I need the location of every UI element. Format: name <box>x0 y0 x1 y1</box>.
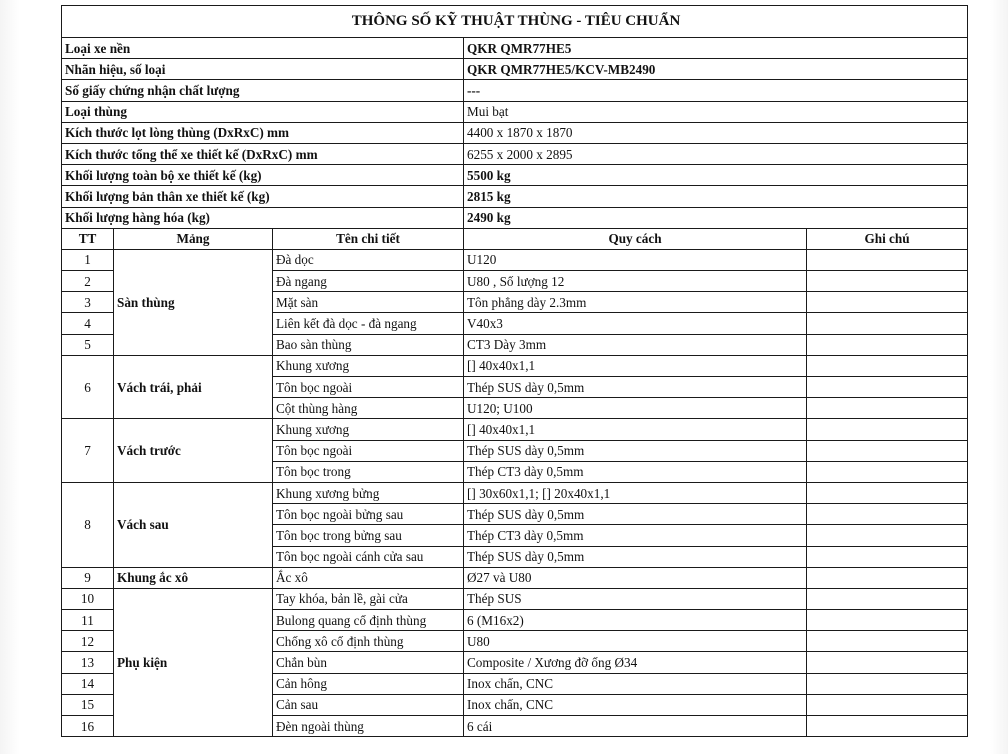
part-note <box>807 567 968 588</box>
spec-label: Kích thước lọt lòng thùng (DxRxC) mm <box>62 122 464 143</box>
part-note <box>807 525 968 546</box>
part-note <box>807 461 968 482</box>
part-name: Tôn bọc ngoài <box>273 377 464 398</box>
part-name: Liên kết đà dọc - đà ngang <box>273 313 464 334</box>
group-name: Vách trước <box>114 419 273 483</box>
table-row <box>62 567 968 588</box>
column-header-ten: Tên chi tiết <box>273 228 464 249</box>
spec-value: --- <box>464 80 968 101</box>
part-note <box>807 482 968 503</box>
row-number: 14 <box>62 673 114 694</box>
title-row <box>62 6 968 38</box>
column-header-tt: TT <box>62 228 114 249</box>
part-name: Chống xô cố định thùng <box>273 631 464 652</box>
part-spec: Thép SUS <box>464 588 807 609</box>
spec-row <box>62 165 968 186</box>
row-number: 7 <box>62 419 114 483</box>
part-name: Tôn bọc ngoài <box>273 440 464 461</box>
part-spec: Tôn phẳng dày 2.3mm <box>464 292 807 313</box>
group-name: Phụ kiện <box>114 588 273 736</box>
part-name: Cản sau <box>273 694 464 715</box>
part-spec: 6 (M16x2) <box>464 610 807 631</box>
part-spec: V40x3 <box>464 313 807 334</box>
spec-row <box>62 80 968 101</box>
part-note <box>807 292 968 313</box>
part-name: Đà ngang <box>273 271 464 292</box>
row-number: 15 <box>62 694 114 715</box>
part-spec: Composite / Xương đỡ ống Ø34 <box>464 652 807 673</box>
group-name: Khung ắc xô <box>114 567 273 588</box>
part-note <box>807 355 968 376</box>
part-name: Bao sàn thùng <box>273 334 464 355</box>
part-note <box>807 377 968 398</box>
spec-row <box>62 122 968 143</box>
part-name: Cột thùng hàng <box>273 398 464 419</box>
group-name: Vách sau <box>114 482 273 567</box>
row-number: 2 <box>62 271 114 292</box>
part-name: Tôn bọc ngoài bửng sau <box>273 504 464 525</box>
part-note <box>807 652 968 673</box>
row-number: 9 <box>62 567 114 588</box>
part-spec: [] 40x40x1,1 <box>464 419 807 440</box>
part-note <box>807 716 968 737</box>
spec-label: Khối lượng bản thân xe thiết kế (kg) <box>62 186 464 207</box>
part-name: Tay khóa, bản lề, gài cửa <box>273 588 464 609</box>
spec-label: Khối lượng toàn bộ xe thiết kế (kg) <box>62 165 464 186</box>
row-number: 11 <box>62 610 114 631</box>
row-number: 13 <box>62 652 114 673</box>
column-header-ghichu: Ghi chú <box>807 228 968 249</box>
part-spec: [] 30x60x1,1; [] 20x40x1,1 <box>464 482 807 503</box>
spec-value: 2815 kg <box>464 186 968 207</box>
part-note <box>807 610 968 631</box>
part-spec: U80 , Số lượng 12 <box>464 271 807 292</box>
part-spec: Thép SUS dày 0,5mm <box>464 504 807 525</box>
row-number: 6 <box>62 355 114 419</box>
part-spec: 6 cái <box>464 716 807 737</box>
part-note <box>807 694 968 715</box>
part-note <box>807 249 968 270</box>
table-row <box>62 355 968 376</box>
part-note <box>807 313 968 334</box>
part-note <box>807 631 968 652</box>
row-number: 16 <box>62 716 114 737</box>
table-row <box>62 419 968 440</box>
part-note <box>807 588 968 609</box>
part-name: Ắc xô <box>273 567 464 588</box>
spec-value: QKR QMR77HE5 <box>464 38 968 59</box>
part-spec: Thép CT3 dày 0,5mm <box>464 461 807 482</box>
table-row <box>62 249 968 270</box>
part-note <box>807 398 968 419</box>
spec-table <box>61 5 968 737</box>
part-spec: Thép CT3 dày 0,5mm <box>464 525 807 546</box>
document-title: THÔNG SỐ KỸ THUẬT THÙNG - TIÊU CHUẨN <box>62 6 968 38</box>
part-note <box>807 673 968 694</box>
part-spec: U120 <box>464 249 807 270</box>
part-name: Mặt sàn <box>273 292 464 313</box>
spec-sheet <box>61 5 967 754</box>
part-name: Khung xương bửng <box>273 482 464 503</box>
spec-value: QKR QMR77HE5/KCV-MB2490 <box>464 59 968 80</box>
part-name: Đèn ngoài thùng <box>273 716 464 737</box>
part-spec: Thép SUS dày 0,5mm <box>464 546 807 567</box>
part-name: Cản hông <box>273 673 464 694</box>
table-row <box>62 482 968 503</box>
spec-row <box>62 143 968 164</box>
spec-row <box>62 38 968 59</box>
spec-value: Mui bạt <box>464 101 968 122</box>
column-header-mang: Mảng <box>114 228 273 249</box>
part-name: Tôn bọc ngoài cánh cửa sau <box>273 546 464 567</box>
part-spec: CT3 Dày 3mm <box>464 334 807 355</box>
part-spec: Thép SUS dày 0,5mm <box>464 440 807 461</box>
part-spec: Thép SUS dày 0,5mm <box>464 377 807 398</box>
spec-row <box>62 207 968 228</box>
row-number: 8 <box>62 482 114 567</box>
part-spec: U80 <box>464 631 807 652</box>
row-number: 5 <box>62 334 114 355</box>
row-number: 4 <box>62 313 114 334</box>
table-header-row <box>62 228 968 249</box>
spec-label: Loại xe nền <box>62 38 464 59</box>
spec-row <box>62 101 968 122</box>
row-number: 3 <box>62 292 114 313</box>
part-spec: Inox chấn, CNC <box>464 694 807 715</box>
spec-label: Nhãn hiệu, số loại <box>62 59 464 80</box>
part-note <box>807 271 968 292</box>
part-note <box>807 546 968 567</box>
part-spec: U120; U100 <box>464 398 807 419</box>
row-number: 1 <box>62 249 114 270</box>
spec-row <box>62 59 968 80</box>
part-note <box>807 504 968 525</box>
part-note <box>807 440 968 461</box>
spec-label: Kích thước tổng thể xe thiết kế (DxRxC) mm <box>62 143 464 164</box>
part-spec: [] 40x40x1,1 <box>464 355 807 376</box>
part-spec: Inox chấn, CNC <box>464 673 807 694</box>
spec-value: 6255 x 2000 x 2895 <box>464 143 968 164</box>
table-row <box>62 588 968 609</box>
group-name: Vách trái, phải <box>114 355 273 419</box>
spec-value: 5500 kg <box>464 165 968 186</box>
part-name: Khung xương <box>273 355 464 376</box>
spec-value: 2490 kg <box>464 207 968 228</box>
spec-value: 4400 x 1870 x 1870 <box>464 122 968 143</box>
part-name: Khung xương <box>273 419 464 440</box>
part-note <box>807 419 968 440</box>
part-note <box>807 334 968 355</box>
spec-row <box>62 186 968 207</box>
group-name: Sàn thùng <box>114 249 273 355</box>
part-name: Đà dọc <box>273 249 464 270</box>
column-header-quycach: Quy cách <box>464 228 807 249</box>
part-name: Bulong quang cố định thùng <box>273 610 464 631</box>
row-number: 10 <box>62 588 114 609</box>
part-name: Tôn bọc trong bửng sau <box>273 525 464 546</box>
spec-label: Loại thùng <box>62 101 464 122</box>
part-name: Chắn bùn <box>273 652 464 673</box>
part-name: Tôn bọc trong <box>273 461 464 482</box>
row-number: 12 <box>62 631 114 652</box>
spec-label: Số giấy chứng nhận chất lượng <box>62 80 464 101</box>
part-spec: Ø27 và U80 <box>464 567 807 588</box>
spec-label: Khối lượng hàng hóa (kg) <box>62 207 464 228</box>
